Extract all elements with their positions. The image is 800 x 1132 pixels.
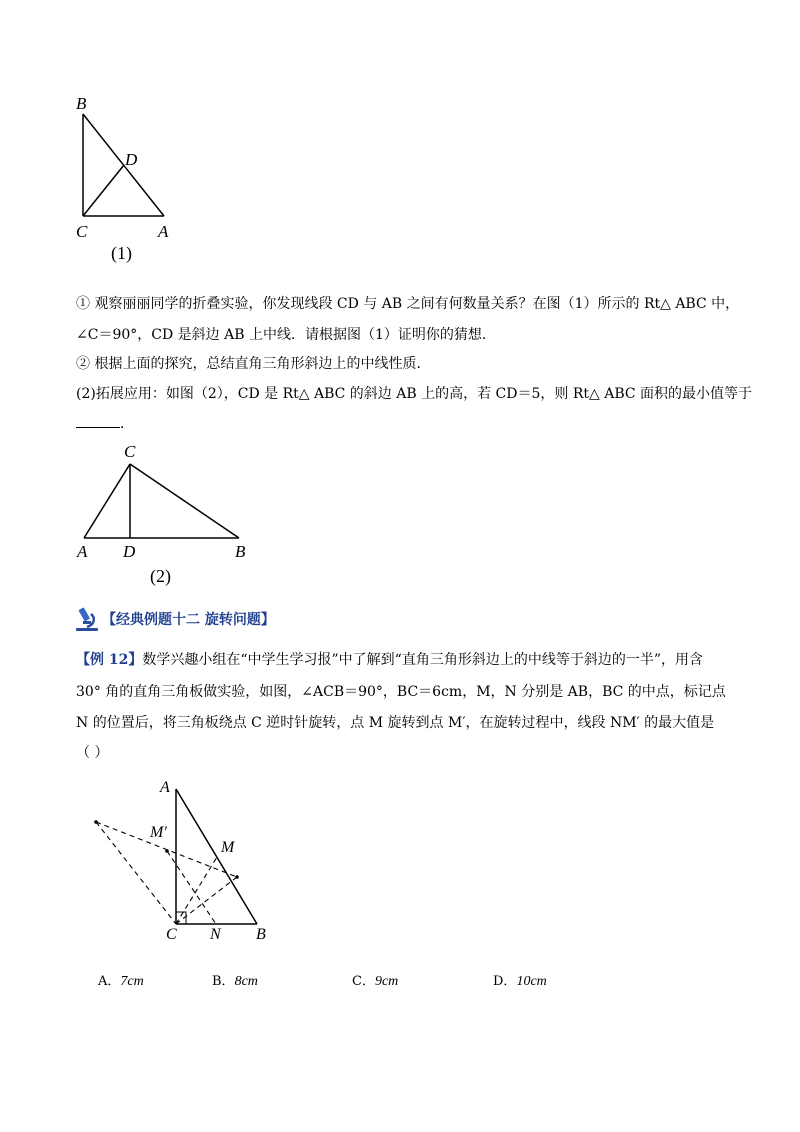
microscope-icon: [74, 606, 100, 632]
option-b[interactable]: [212, 972, 258, 992]
section-header: [74, 606, 275, 632]
figure2-label-c: C: [124, 442, 136, 461]
example-line-2: 30° 角的直角三角板做实验，如图，∠ACB＝90°，BC＝6cm，M，N 分别是 AB，BC 的中点，标记点: [76, 684, 726, 700]
example-line-1: [76, 650, 703, 670]
question-1-line-1: ① 观察丽丽同学的折叠实验，你发现线段 CD 与 AB 之间有何数量关系？在图（1）所示的 Rt△ ABC 中，: [76, 296, 740, 312]
question-2-line: ② 根据上面的探究，总结直角三角形斜边上的中线性质．: [76, 356, 431, 372]
question-1-line-2: ∠C＝90°，CD 是斜边 AB 上中线．请根据图（1）证明你的猜想．: [76, 327, 496, 343]
example-tag: 【例 12】: [76, 652, 143, 668]
figure2-label-d: D: [123, 542, 136, 561]
figure3-label-m: M: [221, 839, 235, 856]
option-a[interactable]: [98, 972, 144, 992]
figure1-label-b: B: [76, 94, 87, 113]
option-b-letter: B．: [212, 974, 235, 989]
option-a-letter: A．: [98, 974, 121, 989]
question-3-line-1: (2)拓展应用：如图（2），CD 是 Rt△ ABC 的斜边 AB 上的高，若 CD＝5，则 Rt△ ABC 面积的最小值等于: [76, 386, 753, 402]
figure1-label-d: D: [125, 150, 138, 169]
figure3-label-m-prime: M′: [150, 824, 167, 841]
figure3-label-b: B: [256, 926, 266, 943]
example-line-4: （ ）: [76, 745, 109, 761]
option-a-value: 7cm: [120, 974, 144, 989]
example-line-3: N 的位置后，将三角板绕点 C 逆时针旋转，点 M 旋转到点 M′，在旋转过程中，线段 NM′ 的最大值是: [76, 715, 715, 731]
question-3-period: ．: [120, 416, 134, 432]
option-c-value: 9cm: [374, 974, 399, 989]
option-c-letter: C．: [352, 974, 375, 989]
option-d-letter: D．: [493, 974, 517, 989]
section-title: 【经典例题十二 旋转问题】: [102, 612, 275, 628]
figure1-label-a: A: [158, 222, 169, 241]
figure2-label-a: A: [77, 542, 88, 561]
figure3-label-n: N: [210, 926, 221, 943]
option-c[interactable]: [352, 972, 398, 992]
figure3-label-c: C: [166, 926, 177, 943]
option-d-value: 10cm: [516, 974, 547, 989]
option-b-value: 8cm: [234, 974, 258, 989]
example-text-1: 数学兴趣小组在“中学生学习报”中了解到“直角三角形斜边上的中线等于斜边的一半”，用含: [142, 652, 703, 668]
figure3-label-a: A: [160, 779, 170, 796]
figure2-label-b: B: [235, 542, 246, 561]
blank-line: [76, 413, 120, 428]
figure1-caption: (1): [111, 243, 132, 263]
answer-blank: [76, 413, 134, 434]
figure2-caption: (2): [150, 566, 171, 586]
option-d[interactable]: [493, 972, 547, 992]
figure1-label-c: C: [76, 222, 88, 241]
